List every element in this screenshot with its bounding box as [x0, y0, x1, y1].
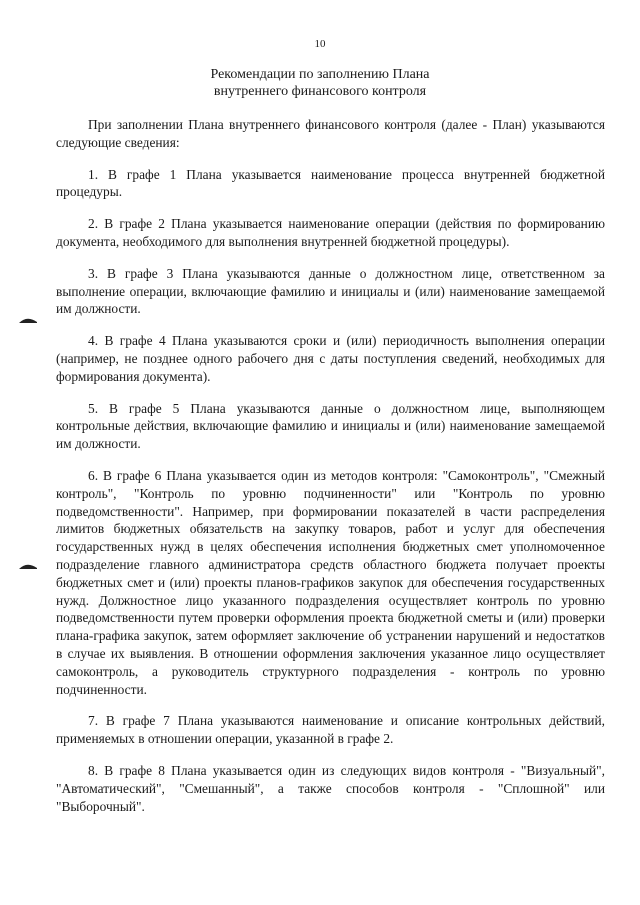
paragraph-8: 8. В графе 8 Плана указывается один из следующих видов контроля - "Визуальный", "Автоматический", "Смешанный", а также способов контроля - "Сплошной" или "Выборочный".	[56, 762, 605, 814]
title-line-2: внутреннего финансового контроля	[213, 84, 427, 99]
paragraph-7: 7. В графе 7 Плана указываются наименование и описание контрольных действий, применяемых в отношении операции, указанной в графе 2.	[56, 713, 605, 747]
binding-hole-mark-lower	[18, 562, 38, 570]
document-body	[56, 116, 605, 829]
paragraph-6: 6. В графе 6 Плана указывается один из методов контроля: "Самоконтроль", "Смежный контроль", "Контроль по уровню подчиненности" или "Контроль по уровню подведомственности". Например, при формировании показателей в части распределения лимитов бюджетных обязательств на закупку товаров, работ и услуг для обеспечения государственных нужд в целях обеспечения исполнения бюджетных смет уполномоченное подразделение главного администратора средств областного бюджета получает проекты бюджетных смет и (или) проекты планов-графиков закупок для обеспечения государственных нужд. Должностное лицо указанного подразделения осуществляет контроль по уровню подведомственности путем проверки оформления проекта бюджетной сметы и (или) проверки плана-графика закупок, затем оформляет заключение об устранении нарушений и недостатков в случае их выявления. В отношении оформления заключения указанное лицо осуществляет самоконтроль, а руководитель структурного подразделения - контроль по уровню подчиненности.	[56, 467, 605, 697]
page-number: 10	[314, 38, 326, 50]
paragraph-5: 5. В графе 5 Плана указываются данные о должностном лице, выполняющем контрольные действия, включающие фамилию и инициалы и (или) наименование замещаемой им должности.	[56, 400, 605, 452]
binding-hole-mark-upper	[18, 316, 38, 324]
intro-paragraph: При заполнении Плана внутреннего финансового контроля (далее - План) указываются следующие сведения:	[56, 117, 605, 150]
paragraph-2: 2. В графе 2 Плана указывается наименование операции (действия по формированию документа, необходимого для выполнения внутренней бюджетной процедуры).	[56, 216, 605, 249]
paragraph-1: 1. В графе 1 Плана указывается наименование процесса внутренней бюджетной процедуры.	[56, 166, 605, 200]
paragraph-3: 3. В графе 3 Плана указываются данные о должностном лице, ответственном за выполнение операции, включающие фамилию и инициалы и (или) наименование замещаемой им должности.	[56, 265, 605, 317]
paragraph-4: 4. В графе 4 Плана указываются сроки и (или) периодичность выполнения операции (например, не позднее одного рабочего дня с даты поступления сведений, необходимых для формирования документа).	[56, 333, 605, 384]
title-line-1: Рекомендации по заполнению Плана	[210, 67, 430, 82]
document-title	[0, 66, 640, 100]
